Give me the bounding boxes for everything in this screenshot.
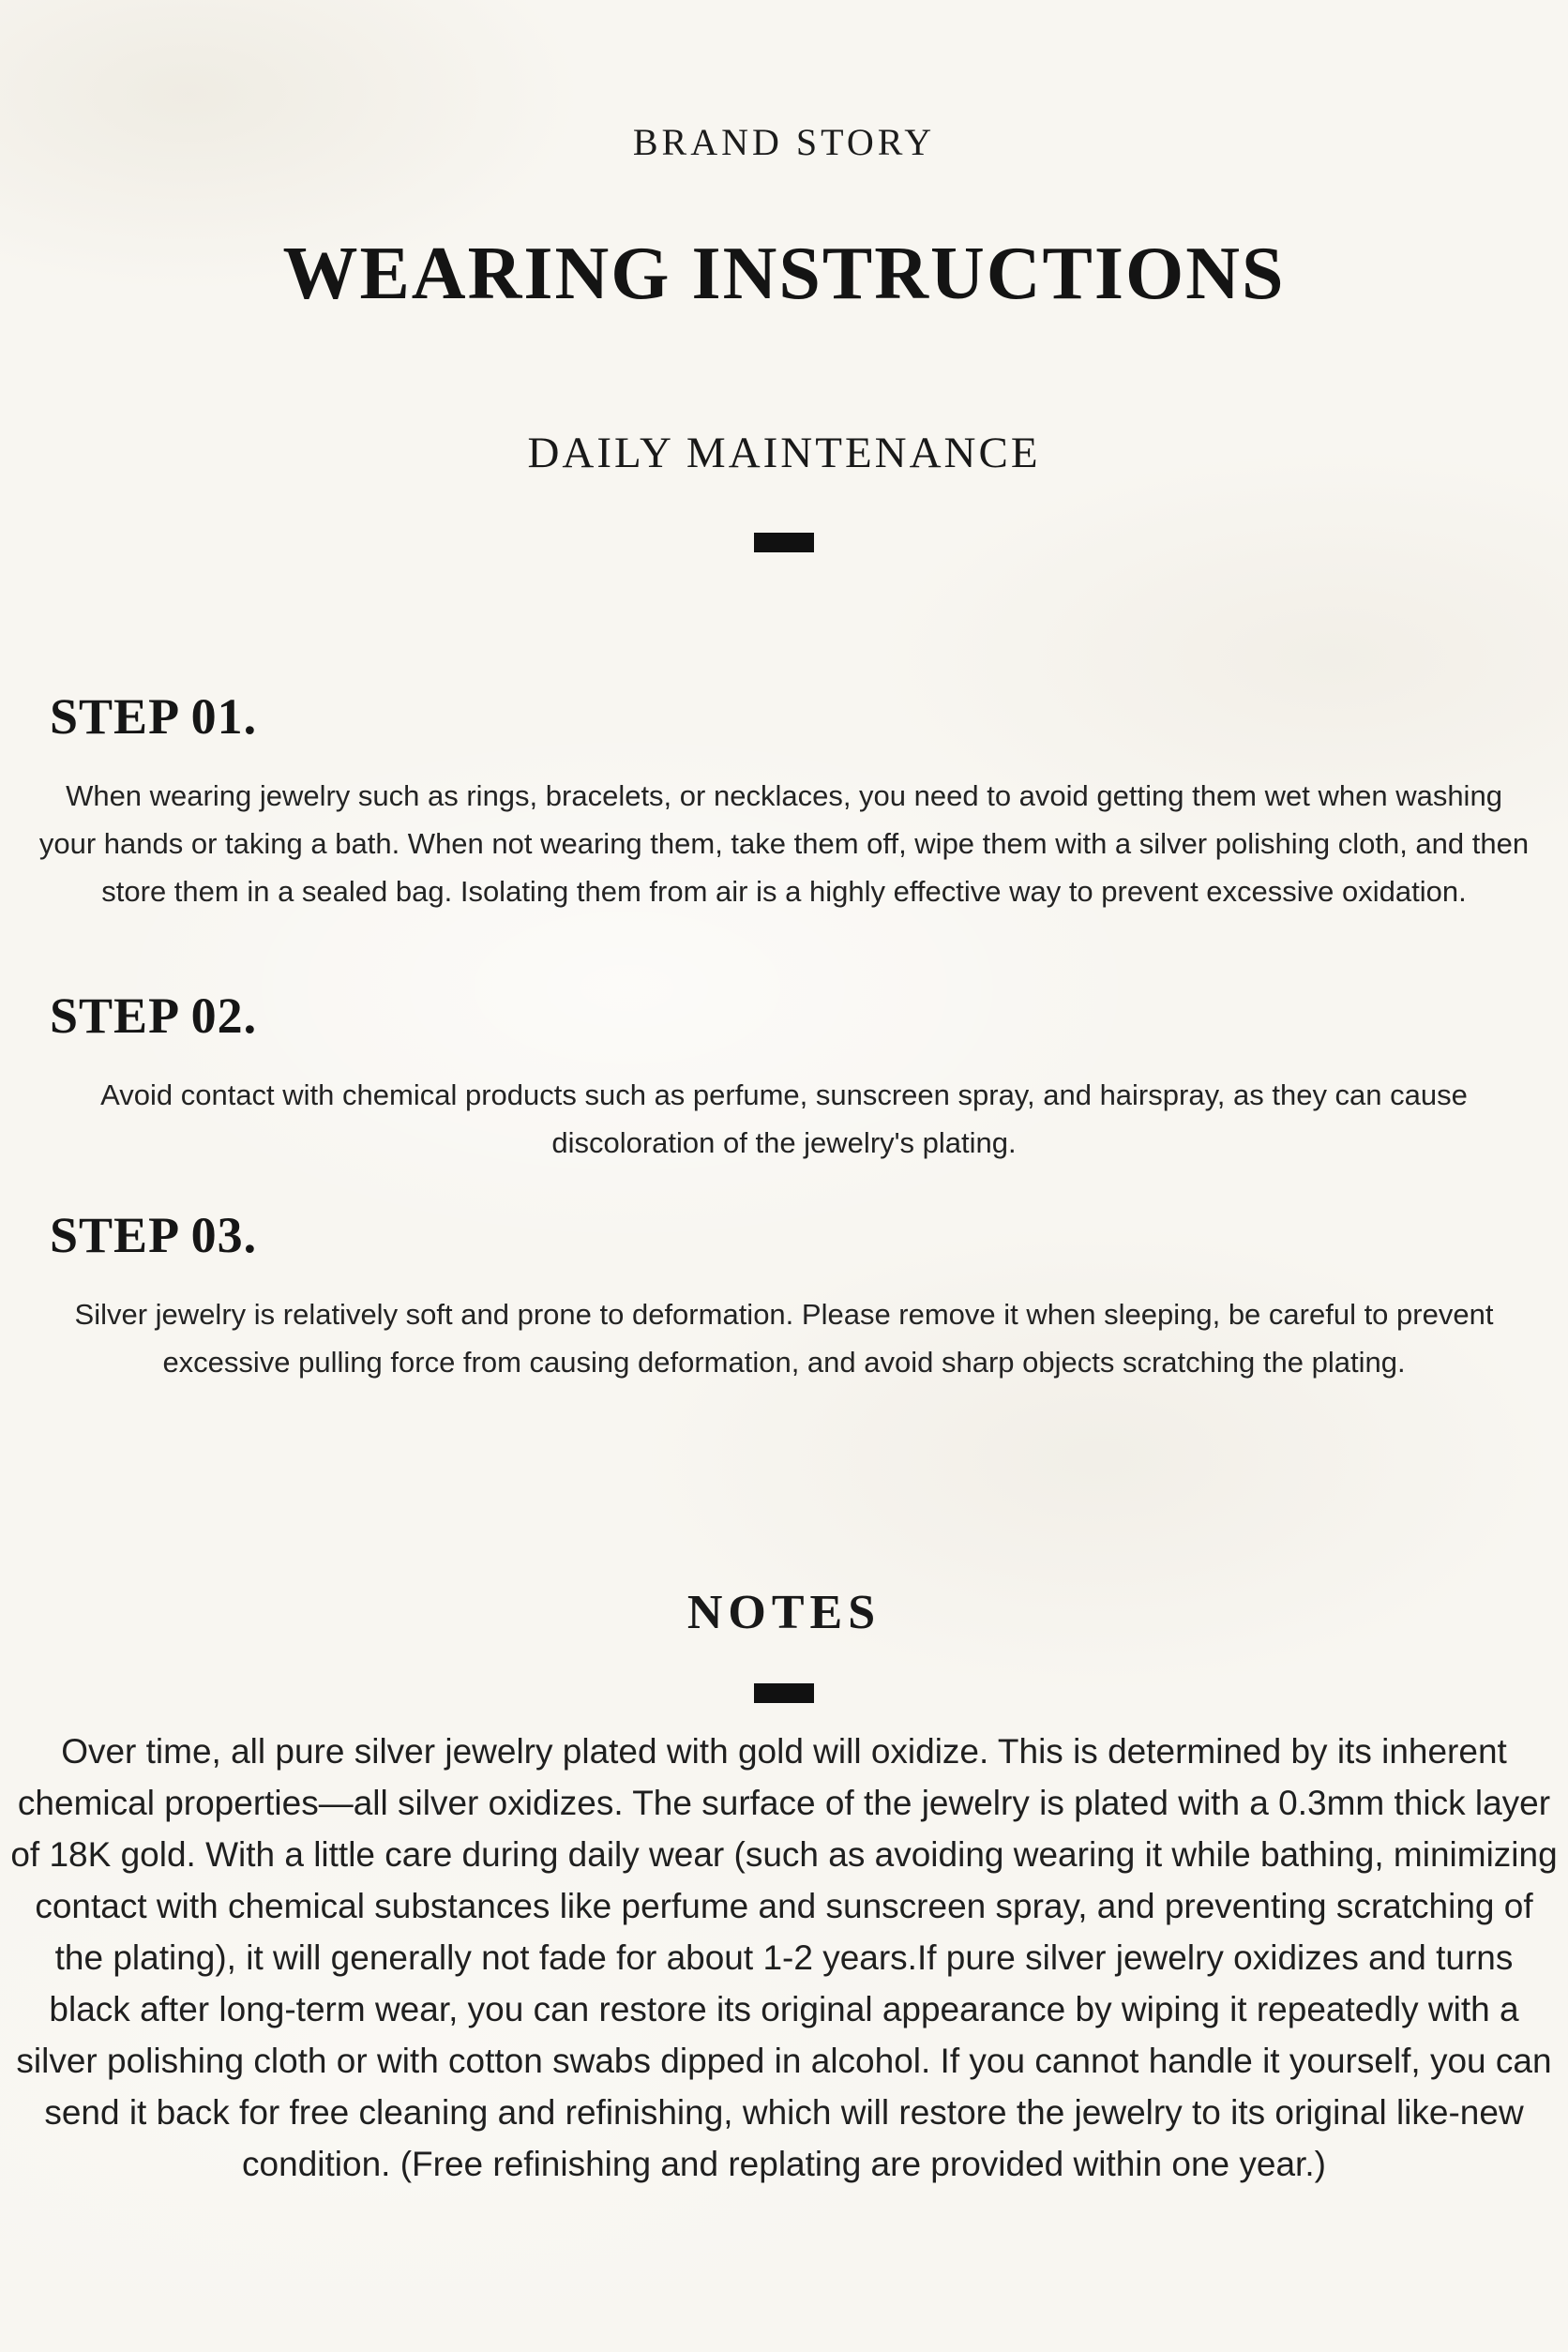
step-2-label: STEP 02. [50,988,258,1044]
notes-text: Over time, all pure silver jewelry plated with gold will oxidize. This is determined by its inherent chemical properties—all silver oxidizes. The surface of the jewelry is plated with a 0.3mm thick layer of 18K gold. With a little care during daily wear (such as avoiding wearing it while bathing, minimizing contact with chemical substances like perfume and sunscreen spray, and preventing scratching of the plating), it will generally not fade for about 1-2 years.If pure silver jewelry oxidizes and turns black after long-term wear, you can restore its original appearance by wiping it repeatedly with a silver polishing cloth or with cotton swabs dipped in alcohol. If you cannot handle it yourself, you can send it back for free cleaning and refinishing, which will restore the jewelry to its original like-new condition. (Free refinishing and replating are provided within one year.) [10,1732,1558,2183]
notes-heading: NOTES [686,1586,882,1639]
step-1-section [0,687,1568,915]
step-2-section [0,987,1568,1167]
step-1-label: STEP 01. [50,688,258,745]
step-1-text: When wearing jewelry such as rings, bracelets, or necklaces, you need to avoid getting them wet when washing your hands or taking a bath. When not wearing them, take them off, wipe them with a silver polishing cloth, and then store them in a sealed bag. Isolating them from air is a highly effective way to prevent excessive oxidation. [38,779,1530,908]
step-3-label: STEP 03. [50,1207,258,1263]
divider-dash [754,533,814,552]
step-3-section [0,1206,1568,1386]
brand-story-label: BRAND STORY [632,121,936,163]
step-3-text: Silver jewelry is relatively soft and prone to deformation. Please remove it when sleeping, be careful to prevent excessive pulling force from causing deformation, and avoid sharp objects scratching the plating. [74,1298,1494,1379]
page-title: WEARING INSTRUCTIONS [282,233,1286,315]
step-2-text: Avoid contact with chemical products such as perfume, sunscreen spray, and hairspray, as they can cause discoloration of the jewelry's plating. [100,1078,1468,1159]
daily-maintenance-heading: DAILY MAINTENANCE [527,429,1041,477]
divider-dash [754,1683,814,1703]
